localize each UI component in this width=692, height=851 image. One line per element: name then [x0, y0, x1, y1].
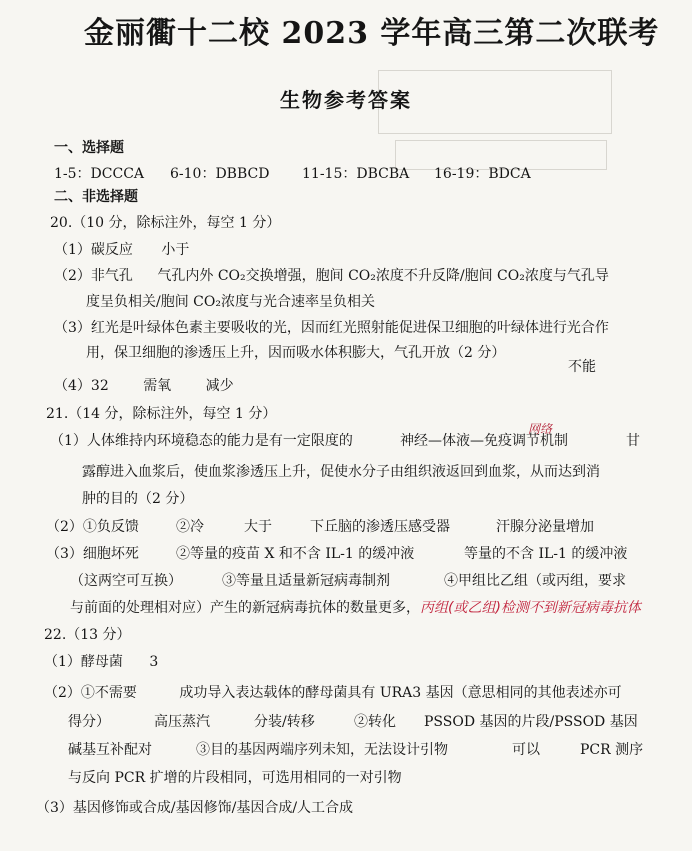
answer-line: [86, 343, 596, 375]
answer-text: ②转化: [354, 714, 396, 730]
answer-line: [70, 571, 670, 591]
answer-line: [46, 517, 666, 537]
answer-line: [54, 240, 189, 260]
answer-text: （2）①负反馈: [46, 519, 139, 535]
answer-line: 度呈负相关/胞间 CO₂浓度与光合速率呈负相关: [86, 294, 375, 310]
answer-line: 与反向 PCR 扩增的片段相同，可选用相同的一对引物: [68, 770, 402, 786]
answer-line: [50, 431, 650, 451]
answer-text: （1）碳反应: [54, 242, 133, 258]
answer-text: ③等量且适量新冠病毒制剂: [222, 573, 390, 589]
handwritten-margin-note: 网络: [528, 422, 553, 436]
answer-text: 成功导入表达载体的酵母菌具有 URA3 基因（意思相同的其他表述亦可: [179, 685, 622, 701]
answer-text: （1）酵母菌: [44, 654, 123, 670]
answer-text: 甘: [626, 433, 640, 449]
answer-line: [54, 376, 234, 396]
answer-text: （这两空可互换）: [70, 573, 182, 589]
answer-text: 用，保卫细胞的渗透压上升，因而吸水体积膨大，气孔开放（2 分）: [86, 345, 506, 361]
answer-text: （1）人体维持内环境稳态的能力是有一定限度的: [50, 433, 353, 449]
answer-text: （4）32: [54, 378, 109, 394]
section-heading: 二、非选择题: [54, 189, 138, 205]
answer-text: ④甲组比乙组（或丙组，要求: [444, 573, 626, 589]
answer-line: 肿的目的（2 分）: [82, 491, 194, 507]
answer-text: 汗腺分泌量增加: [496, 519, 594, 535]
answer-text: 小于: [161, 242, 190, 258]
answer-text: ②等量的疫苗 X 和不含 IL-1 的缓冲液: [176, 546, 415, 562]
page-subtitle: 生物参考答案: [280, 88, 412, 112]
answer-text: 不能: [568, 359, 596, 375]
answer-line: [68, 712, 668, 732]
answer-line: [46, 544, 676, 564]
answer-text: （2）①不需要: [44, 685, 137, 701]
answer-line: 露醇进入血浆后，使血浆渗透压上升，促使水分子由组织液返回到血浆，从而达到消: [82, 464, 600, 480]
answer-text: 高压蒸汽: [154, 714, 210, 730]
answer-text: 等量的不含 IL-1 的缓冲液: [464, 546, 628, 562]
answer-text: 气孔内外 CO₂交换增强，胞间 CO₂浓度不升反降/胞间 CO₂浓度与气孔导: [157, 268, 609, 284]
answer-text: ③目的基因两端序列未知，无法设计引物: [196, 742, 448, 758]
answer-text: 碱基互补配对: [68, 742, 152, 758]
answer-text: 下丘脑的渗透压感受器: [310, 519, 450, 535]
answer-line: （3）红光是叶绿体色素主要吸收的光，因而红光照射能促进保卫细胞的叶绿体进行光合作: [54, 320, 609, 336]
answer-line: [70, 598, 641, 618]
answer-text: （3）细胞坏死: [46, 546, 139, 562]
page-title: 金丽衢十二校 2023 学年高三第二次联考: [84, 16, 660, 51]
answer-text: 需氧: [143, 378, 172, 394]
handwritten-annotation: 丙组(或乙组)检测不到新冠病毒抗体: [420, 600, 641, 616]
answer-line: [44, 652, 158, 672]
answer-text: 与前面的处理相对应）产生的新冠病毒抗体的数量更多，: [70, 600, 420, 616]
answer-line: [44, 683, 622, 703]
answer-text: 大于: [244, 519, 272, 535]
answer-text: 神经—体液—免疫调节机制: [400, 433, 568, 449]
answer-line: [68, 740, 668, 760]
section-heading: 一、选择题: [54, 140, 124, 156]
answer-text: 减少: [205, 378, 234, 394]
question-header: 20.（10 分，除标注外，每空 1 分）: [50, 215, 281, 231]
answer-text: 3: [149, 654, 159, 670]
answer-group: 1-5：DCCCA: [54, 166, 145, 182]
answer-group: 6-10：DBBCD: [170, 166, 270, 182]
answer-text: 分装/转移: [254, 714, 315, 730]
answer-text: ②冷: [176, 519, 204, 535]
question-header: 21.（14 分，除标注外，每空 1 分）: [46, 406, 277, 422]
answer-group: 11-15：DBCBA: [302, 166, 410, 182]
answer-text: PCR 测序: [580, 742, 644, 758]
answer-group: 16-19：BDCA: [434, 166, 531, 182]
answer-text: 可以: [512, 742, 540, 758]
question-header: 22.（13 分）: [44, 627, 131, 643]
answer-text: 得分）: [68, 714, 110, 730]
answer-text: （2）非气孔: [54, 268, 133, 284]
answer-line: （3）基因修饰或合成/基因修饰/基因合成/人工合成: [36, 800, 354, 816]
answer-line: [54, 266, 609, 286]
answer-text: PSSOD 基因的片段/PSSOD 基因: [424, 714, 638, 730]
